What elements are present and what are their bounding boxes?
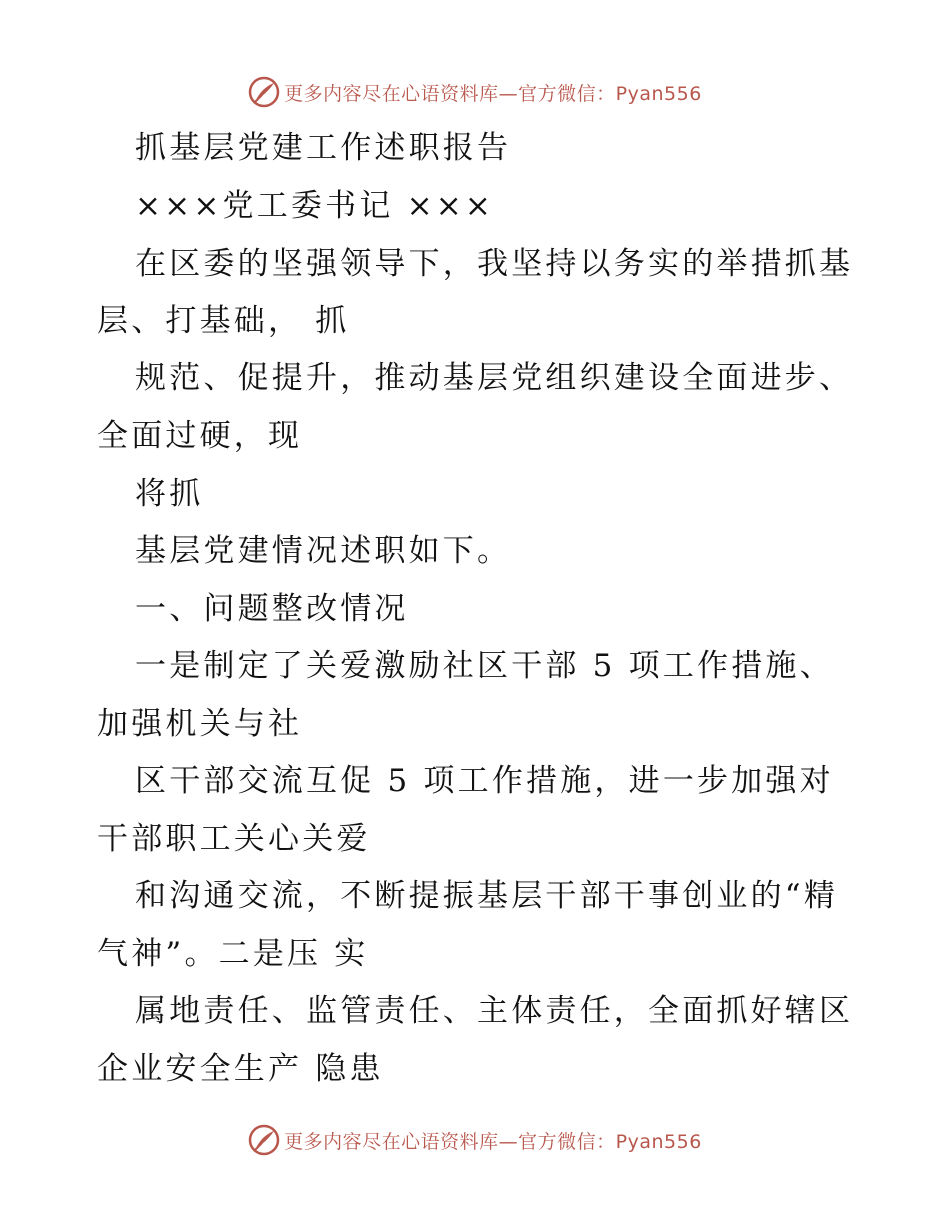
paragraph-line: 将抓 bbox=[135, 476, 204, 512]
paragraph-line: 气神”。二是压 实 bbox=[97, 936, 369, 972]
paragraph-line: 区干部交流互促 5 项工作措施，进一步加强对 bbox=[135, 763, 834, 799]
paragraph-line: 一是制定了关爱激励社区干部 5 项工作措施、 bbox=[135, 648, 834, 684]
paragraph-line: 全面过硬，现 bbox=[97, 418, 303, 454]
watermark-text: 更多内容尽在心语资料库—官方微信：Pyan556 bbox=[284, 1130, 702, 1153]
footer-watermark-banner bbox=[0, 1118, 950, 1162]
paragraph-line: 层、打基础， 抓 bbox=[97, 303, 350, 339]
paragraph-line: 企业安全生产 隐患 bbox=[97, 1051, 384, 1087]
paragraph-line: 规范、促提升，推动基层党组织建设全面进步、 bbox=[135, 360, 854, 396]
quill-logo-icon bbox=[248, 1124, 280, 1156]
header-watermark-banner bbox=[0, 70, 950, 114]
paragraph-line: 和沟通交流，不断提振基层干部干事创业的“精 bbox=[135, 878, 839, 914]
paragraph-line: 干部职工关心关爱 bbox=[97, 821, 371, 857]
paragraph-line: 属地责任、监管责任、主体责任，全面抓好辖区 bbox=[135, 993, 854, 1029]
paragraph-line: 在区委的坚强领导下，我坚持以务实的举措抓基 bbox=[135, 246, 854, 282]
author-line: ×××党工委书记 ××× bbox=[135, 188, 495, 224]
paragraph-line: 加强机关与社 bbox=[97, 706, 303, 742]
watermark-text: 更多内容尽在心语资料库—官方微信：Pyan556 bbox=[284, 82, 702, 105]
document-title: 抓基层党建工作述职报告 bbox=[135, 130, 512, 166]
quill-logo-icon bbox=[248, 76, 280, 108]
paragraph-line: 基层党建情况述职如下。 bbox=[135, 533, 512, 569]
section-heading: 一、问题整改情况 bbox=[135, 591, 409, 627]
